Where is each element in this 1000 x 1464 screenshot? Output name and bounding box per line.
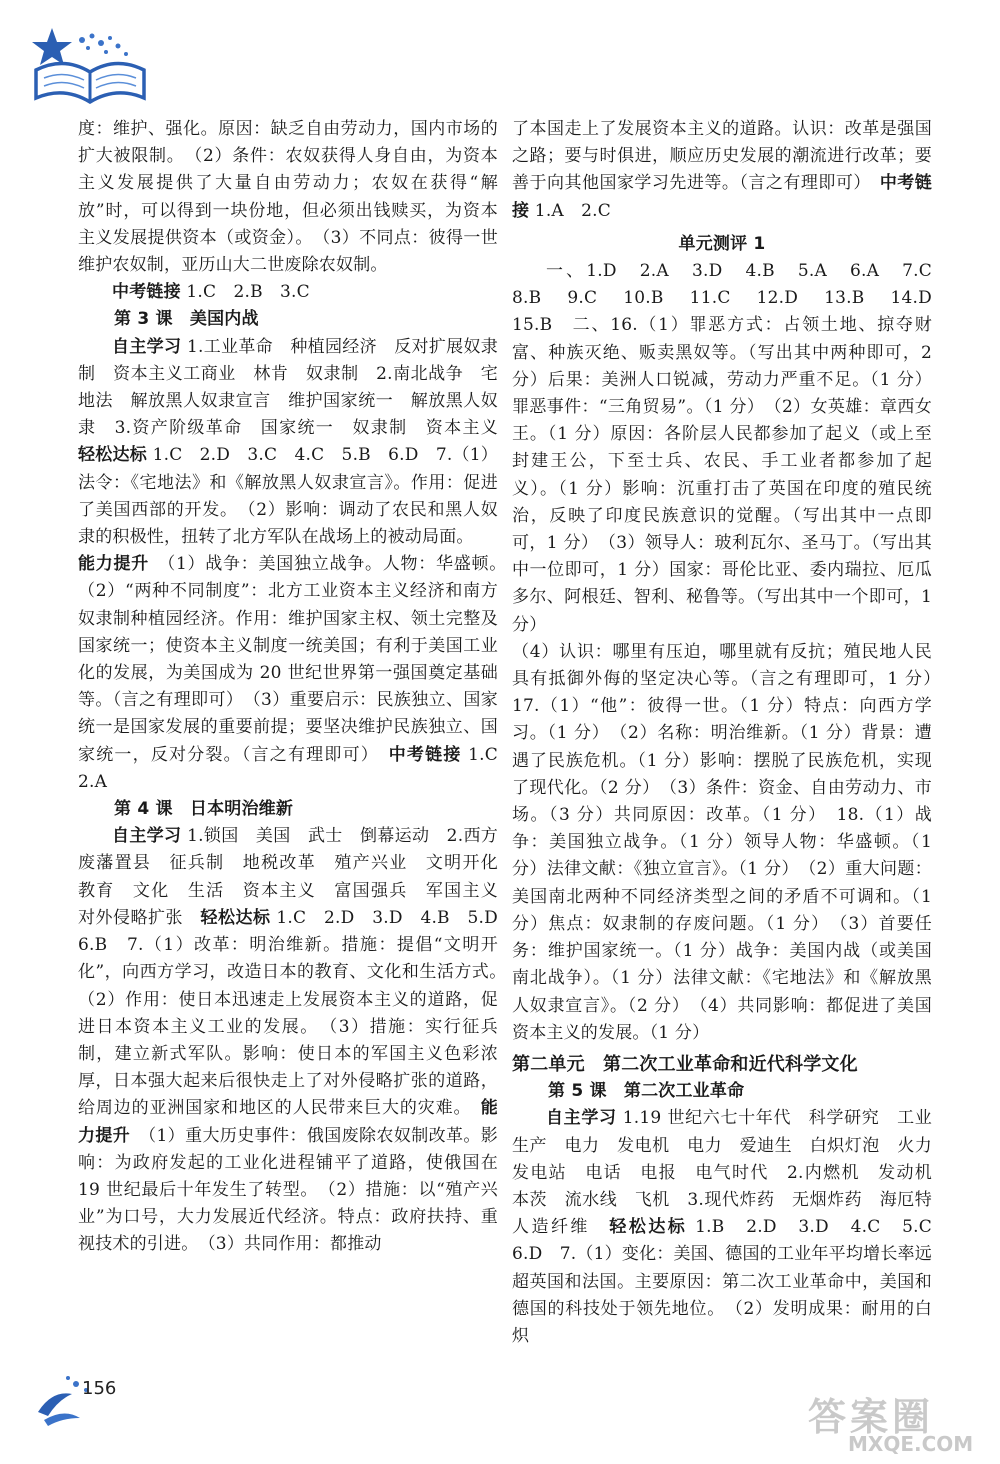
lesson-heading	[78, 796, 498, 823]
lesson-heading	[78, 306, 498, 333]
answer-paragraph	[512, 1105, 950, 1350]
answer-text: 1.B 2.D 3.D 4.C 5.C 6.D 7.（1）变化：美国、德国的工业年平均增长率远超英国和法国。主要原因：第二次工业革命中，美国和德国的科技处于领先地位。 （2）发明成果：耐用的白炽	[512, 1217, 950, 1346]
answer-text: 一、1.D 2.A 3.D 4.B 5.A 6.A 7.C 8.B 9.C 10.B 11.C 12.D 13.B 14.D 15.B 二、16.（1）罪恶方式：占领土地、掠夺财富、种族灭绝、贩卖黑奴等。（写出其中两种即可，2 分）后果：美洲人口锐减，劳动力严重不足。（1 分）罪恶事件：“三角贸易”。（1 分） （2）女英雄：章西女王。（1 分）原因：各阶层人民都参加了起义（或上至封建王公，下至士兵、农民、手工业者都参加了起义）。（1 分）影响：沉重打击了英国在印度的殖民统治，反映了印度民族意识的觉醒。（写出其中一点即可，1 分） （3）领导人：玻利瓦尔、圣马丁。（写出其中一位即可，1 分）国家：哥伦比亚、委内瑞拉、厄瓜多尔、阿根廷、智利、秘鲁等。（写出其中一个即可，1 分）	[512, 261, 950, 635]
section-label: 能力提升	[78, 1098, 498, 1146]
answer-paragraph	[512, 639, 950, 1047]
answer-text: 1.C 2.A	[78, 744, 516, 792]
section-label: 轻松达标	[200, 907, 271, 928]
section-label: 第 5 课 第二次工业革命	[548, 1081, 745, 1102]
section-label: 第 3 课 美国内战	[114, 309, 259, 330]
answer-paragraph	[78, 823, 516, 1258]
book-star-logo-icon	[30, 26, 150, 106]
unit-test-heading	[512, 225, 932, 258]
answer-paragraph	[78, 279, 498, 306]
answer-text: 1.C 2.D 3.C 4.C 5.B 6.D 7.（1）法令：《宅地法》和《解放黑人奴隶宣言》。作用：促进了美国西部的开发。 （2）影响：调动了农民和黑人奴隶的积极性，扭转了北方军队在战场上的被动局面。	[78, 445, 498, 548]
answer-text: 1.工业革命 种植园经济 反对扩展奴隶制 资本主义工商业 林肯 奴隶制 2.南北战争 宅地法 解放黑人奴隶宣言 维护国家统一 解放黑人奴隶 3.资产阶级革命 国家统一 奴隶制 资本主义	[78, 336, 516, 439]
answer-text: 1.锁国 美国 武士 倒幕运动 2.西方 废藩置县 征兵制 地税改革 殖产兴业 文明开化 教育 文化 生活 资本主义 富国强兵 军国主义 对外侵略扩张	[78, 826, 516, 928]
right-column	[512, 116, 950, 1350]
section-label: 中考链接	[112, 282, 181, 303]
section-label: 第二单元 第二次工业革命和近代科学文化	[512, 1053, 858, 1075]
watermark-text: 答案圈	[808, 1395, 935, 1439]
watermark-logo	[800, 1386, 990, 1456]
answer-text: （1）重大历史事件：俄国废除农奴制改革。影响：为政府发起的工业化进程铺平了道路，使俄国在 19 世纪最后十年发生了转型。 （2）措施：以“殖产兴业”为口号，大力发展近代经济。特点：政府扶持、重视技术的引进。 （3）共同作用：都推动	[78, 1125, 498, 1255]
answer-text: 了本国走上了发展资本主义的道路。认识：改革是强国之路；要与时俱进，顺应历史发展的潮流进行改革；要善于向其他国家学习先进等。（言之有理即可）	[512, 119, 932, 194]
section-label: 能力提升	[78, 554, 149, 575]
answer-paragraph	[78, 551, 516, 796]
section-label: 轻松达标	[609, 1217, 688, 1238]
page-number: 156	[82, 1378, 117, 1399]
answer-text: （4）认识：哪里有压迫，哪里就有反抗；殖民地人民具有抵御外侮的坚定决心等。（言之有理即可，1 分） 17.（1）“他”：彼得一世。（1 分）特点：向西方学习。（1 分） （2）名称：明治维新。（1 分）背景：遭遇了民族危机。（1 分）影响：摆脱了民族危机，实现了现代化。（2 分） （3）条件：资金、自由劳动力、市场。（3 分）共同原因：改革。（1 分） 18.（1）战争：美国独立战争。（1 分）领导人物：华盛顿。（1 分）法律文献：《独立宣言》。（1 分） （2）重大问题：美国南北两种不同经济类型之间的矛盾不可调和。（1 分）焦点：奴隶制的存废问题。（1 分） （3）首要任务：维护国家统一。（1 分）战争：美国内战（或美国南北战争）。（1 分）法律文献：《宅地法》和《解放黑人奴隶宣言》。（2 分） （4）共同影响：都促进了美国资本主义的发展。（1 分）	[512, 641, 950, 1043]
answer-text: 1.C 2.D 3.D 4.B 5.D 6.B 7.（1）改革：明治维新。措施：提倡“文明开化”，向西方学习，改造日本的教育、文化和生活方式。 （2）作用：使日本迅速走上发展资本主义的道路，促进日本资本主义工业的发展。 （3）措施：实行征兵制，建立新式军队。影响：使日本的军国主义色彩浓厚，日本强大起来后很快走上了对外侵略扩张的道路，给周边的亚洲国家和地区的人民带来巨大的灾难。	[78, 907, 516, 1119]
section-label: 第 4 课 日本明治维新	[114, 799, 294, 820]
lesson-heading	[512, 1078, 932, 1105]
section-label: 自主学习	[112, 826, 182, 847]
section-label: 自主学习	[546, 1108, 617, 1129]
section-label: 轻松达标	[78, 445, 147, 466]
unit-heading	[512, 1047, 932, 1078]
section-label: 中考链接	[512, 173, 932, 221]
left-column	[78, 116, 516, 1259]
answer-text: 1.C 2.B 3.C	[180, 282, 310, 303]
answer-paragraph	[78, 334, 516, 552]
answer-paragraph	[78, 116, 498, 279]
answer-text: （1）战争：美国独立战争。人物：华盛顿。 （2）“两种不同制度”：北方工业资本主义经济和南方奴隶制种植园经济。作用：维护国家主权、领土完整及国家统一；使资本主义制度一统美国；有利于美国工业化的发展，为美国成为 20 世纪世界第一强国奠定基础等。（言之有理即可） （3）重要启示：民族独立、国家统一是国家发展的重要前提；要坚决维护民族独立、国家统一，反对分裂。（言之有理即可）	[78, 554, 516, 765]
answer-text: 1.19 世纪六七十年代 科学研究 工业生产 电力 发电机 电力 爱迪生 白炽灯泡 火力发电站 电话 电报 电气时代 2.内燃机 发动机 本茨 流水线 飞机 3.现代炸药 无烟炸药 海厄特 人造纤维	[512, 1108, 950, 1238]
answer-paragraph	[512, 258, 950, 639]
section-label: 自主学习	[112, 336, 182, 357]
answer-text: 1.A 2.C	[529, 200, 611, 221]
watermark-url: MXQE.COM	[848, 1432, 974, 1456]
section-label: 中考链接	[388, 744, 462, 765]
section-label: 单元测评 1	[678, 233, 766, 254]
answer-text: 度：维护、强化。原因：缺乏自由劳动力，国内市场的扩大被限制。 （2）条件：农奴获得人身自由，为资本主义发展提供了大量自由劳动力；农奴在获得“解放”时，可以得到一块份地，但必须出钱赎买，为资本主义发展提供资本（或资金）。 （3）不同点：彼得一世维护农奴制，亚历山大二世废除农奴制。	[78, 119, 498, 276]
answer-paragraph	[512, 116, 932, 225]
